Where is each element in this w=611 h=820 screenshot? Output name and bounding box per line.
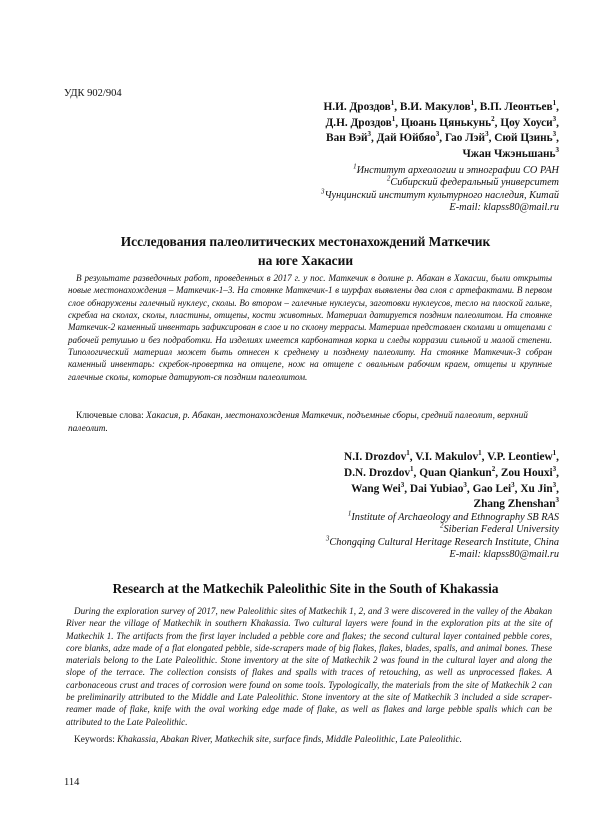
author-line: Д.Н. Дроздов$^1$, Цюань Цянькунь$^2$, Цоу Хоуси$^3$,: [325, 114, 559, 129]
affiliation-text: Siberian Federal University: [443, 524, 559, 536]
affiliation-marker: 1: [391, 114, 396, 123]
affiliation-line: [79, 202, 559, 214]
author-name-text: Дай Юйбяо: [376, 132, 436, 144]
affiliation-line: [79, 187, 559, 202]
title-ru-line: Исследования палеолитических местонахождений Маткечик: [120, 234, 491, 249]
affiliation-line: [79, 534, 559, 549]
affiliation-marker: 3: [400, 480, 405, 489]
author-name-text: Д.Н. Дроздов: [325, 116, 392, 129]
keywords-ru-label: Ключевые слова:: [76, 411, 144, 421]
page-number: 114: [64, 777, 80, 788]
author-line: Ван Вэй$^3$, Дай Юйбяо$^3$, Гао Лэй$^3$, Сюй Цзинь$^3$,: [326, 130, 559, 144]
affiliation-text: Сибирский федеральный университет: [390, 177, 559, 189]
author-name: [344, 467, 414, 479]
affiliations-en: [79, 509, 559, 561]
author-name-text: Wang Wei: [351, 482, 401, 495]
authors-ru: [79, 100, 559, 162]
author-name: [500, 114, 557, 129]
author-line: D.N. Drozdov$^1$, Quan Qiankun$^2$, Zou Houxi$^3$,: [344, 465, 559, 479]
author-name: [351, 480, 405, 495]
author-name: [501, 467, 556, 479]
author-name: [323, 101, 394, 113]
affiliation-marker: 1: [552, 449, 557, 458]
affiliation-marker: 1: [390, 99, 395, 108]
keywords-ru-value: Хакасия, р. Абакан, местонахождения Маткечик, подъемные сборы, средний палеолит, верхний палеолит.: [68, 411, 528, 434]
affiliation-text: Institute of Archaeology and Ethnography SB RAS: [351, 512, 559, 523]
author-name-text: V.I. Makulov: [415, 451, 479, 463]
affiliation-marker: 2: [386, 174, 391, 183]
author-name: [344, 451, 410, 463]
author-name-text: В.И. Макулов: [399, 101, 471, 113]
author-name-text: N.I. Drozdov: [344, 451, 407, 463]
author-name: [377, 132, 440, 144]
affiliation-marker: 1: [410, 465, 414, 474]
author-name: [326, 132, 371, 144]
affiliation-marker: 3: [552, 480, 557, 489]
author-name-text: Гао Лэй: [444, 132, 486, 144]
affiliation-marker: 1: [347, 509, 352, 518]
author-name: [419, 467, 495, 479]
affiliation-marker: 1: [470, 99, 475, 108]
author-name-text: Zhang Zhenshan: [473, 498, 556, 511]
affiliation-marker: 3: [555, 145, 559, 154]
affiliation-marker: 3: [435, 130, 440, 139]
affiliation-line: [79, 162, 559, 177]
author-line: N.I. Drozdov$^1$, V.I. Makulov$^1$, V.P. Leontiew$^1$,: [344, 449, 559, 463]
author-name-text: Н.И. Дроздов: [323, 101, 391, 113]
affiliation-marker: 3: [555, 496, 559, 505]
affiliation-marker: 1: [353, 162, 357, 171]
keywords-en-label: Keywords:: [74, 735, 115, 745]
affiliation-text: Чунцинский институт культурного наследия, Китай: [324, 189, 559, 201]
keywords-ru: [68, 410, 552, 436]
affiliation-marker: 2: [491, 465, 496, 474]
affiliation-line: [79, 549, 559, 561]
affiliation-text: Chongqing Cultural Heritage Research Institute, China: [329, 536, 559, 548]
author-name-text: Quan Qiankun: [419, 466, 492, 479]
author-line: [79, 497, 559, 513]
affiliation-text: Институт археологии и этнографии СО РАН: [356, 165, 559, 176]
affiliation-line: [79, 521, 559, 536]
affiliation-marker: 3: [325, 534, 330, 543]
keywords-en-value: Khakassia, Abakan River, Matkechik site, surface finds, Middle Paleolithic, Late Paleolithic.: [117, 735, 462, 745]
author-name-text: Xu Jin: [520, 482, 553, 495]
author-name-text: Gao Lei: [472, 482, 512, 495]
author-name: [474, 498, 559, 510]
title-ru: [60, 232, 551, 270]
affiliation-marker: 3: [552, 114, 557, 123]
affiliation-marker: 1: [406, 449, 410, 458]
affiliation-marker: 2: [439, 521, 444, 530]
affiliation-marker: 3: [552, 465, 557, 474]
affiliation-marker: 1: [552, 99, 557, 108]
authors-en: [79, 450, 559, 513]
affiliation-line: [79, 509, 559, 524]
author-name-text: Цюань Цянькунь: [400, 116, 492, 129]
affiliation-marker: 3: [320, 187, 325, 196]
author-name-text: В.П. Леонтьев: [479, 101, 553, 113]
affiliation-line: [79, 174, 559, 189]
author-name: [400, 101, 474, 113]
author-name: [487, 451, 556, 463]
author-name-text: Цоу Хоуси: [500, 116, 553, 129]
author-name: [494, 132, 556, 144]
author-name: [400, 114, 495, 129]
author-name: [445, 132, 489, 144]
affiliation-marker: 3: [511, 480, 515, 489]
affiliation-text: E-mail: klapss80@mail.ru: [449, 201, 559, 213]
title-en: Research at the Matkechik Paleolithic Site in the South of Khakassia: [112, 581, 499, 596]
affiliation-marker: 3: [367, 130, 371, 139]
affiliation-marker: 3: [552, 130, 557, 139]
abstract-en: During the exploration survey of 2017, new Paleolithic sites of Matkechik 1, 2, and 3 were discovered in the valley of the Abakan River near the village of Matkechik in southern Khakassia. Two cultural layers were found in the exploration pits at the site of Matkechik 1. The artifacts from the first layer included a pebble core and flakes; the second cultural layer contained pebble cores, core blanks, adze made of a flat elongated pebble, side-scrapers made of big flakes, flakes, blades, spalls, and animal bones. These materials belong to the Late Paleolithic. Stone inventory at the site of Matkechik 2 was found in the cultural layer and along the slope of the terrace. The collection consists of flakes and spalls with traces of retouching, as well as unprocessed flakes. A carbonaceous crust and traces of corrosion were found on some tools. Typologically, the materials from the site of Matkechik 2 can be preliminarily attributed to the Middle and Late Paleolithic. Stone inventory at the site of Matkechik 3 included a side scraper-reamer made of flake, knife with the oval working edge made of flake, as well as flakes and large pebble spalls which can be attributed to the Late Paleolithic.: [66, 606, 552, 727]
author-name: [415, 451, 481, 463]
author-name-text: Чжан Чжэньшань: [462, 147, 556, 160]
affiliation-marker: 2: [491, 114, 495, 123]
author-name: [520, 480, 557, 495]
affiliations-ru: [79, 162, 559, 214]
author-name: [472, 480, 515, 495]
author-name-text: Сюй Цзинь: [494, 132, 553, 144]
author-line: Н.И. Дроздов$^1$, В.И. Макулов$^1$, В.П. Леонтьев$^1$,: [323, 99, 559, 113]
affiliation-marker: 3: [485, 130, 489, 139]
author-name-text: Dai Yubiao: [409, 482, 464, 495]
author-name-text: D.N. Drozdov: [344, 466, 411, 479]
author-name: [480, 101, 556, 113]
affiliation-text: E-mail: klapss80@mail.ru: [449, 548, 559, 560]
affiliation-marker: 3: [463, 480, 467, 489]
title-ru-line: на юге Хакасии: [257, 253, 354, 268]
author-name: [325, 114, 396, 129]
abstract-ru: В результате разведочных работ, проведенных в 2017 г. у пос. Маткечик в долине р. Абакан в Хакасии, были открыты новые местонахождения – Маткечик-1–3. На стоянке Маткечик-1 в шурфах выявлены два слоя с артефактами. В первом слое обнаружены галечный нуклеус, сколы. Во втором – галечные нуклеусы, заготовки нуклеусов, тесло на плоской гальке, скребла на сколах, сколы, пластины, отщепы, кости животных. Материал датируется поздним палеолитом. На стоянке Маткечик-2 каменный инвентарь зафиксирован в слое и по склону террасы. Материал представлен сколами и отщепами с рабочей ретушью и без подработки. На изделиях имеется карбонатная корка и следы корразии сильной и малой степени. Типологический материал может быть отнесен к среднему и позднему палеолиту. На стоянке Маткечик-3 собран каменный инвентарь: скребок-провертка на отщепе, нож на отщепе с овальным рабочим краем, отщепы и крупные галечные сколы, которые датируют-ся поздним палеолитом.: [68, 273, 552, 382]
author-name: [462, 145, 559, 160]
author-name: [409, 480, 467, 495]
author-name-text: Ван Вэй: [326, 132, 368, 144]
affiliation-marker: 1: [478, 449, 482, 458]
author-name-text: V.P. Leontiew: [487, 451, 553, 463]
udc-code: УДК 902/904: [64, 88, 122, 99]
keywords-en: [66, 734, 552, 747]
author-line: [79, 147, 559, 163]
author-name-text: Zou Houxi: [500, 466, 553, 479]
author-line: Wang Wei$^3$, Dai Yubiao$^3$, Gao Lei$^3$, Xu Jin$^3$,: [351, 480, 559, 495]
